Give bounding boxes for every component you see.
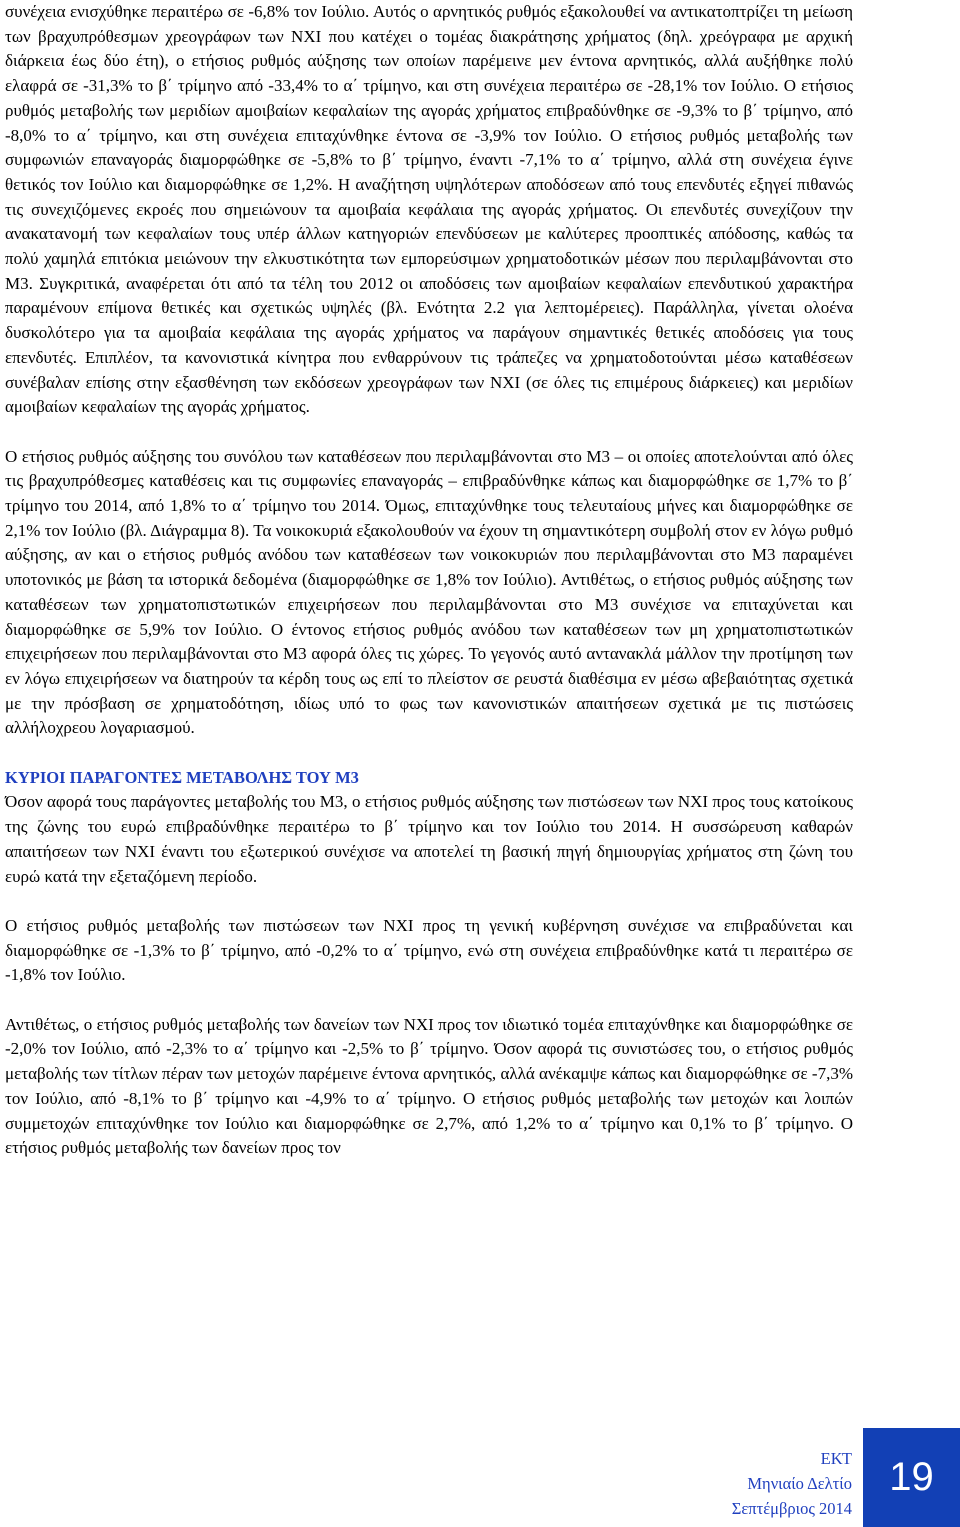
section-heading: ΚΥΡΙΟΙ ΠΑΡΑΓΟΝΤΕΣ ΜΕΤΑΒΟΛΗΣ ΤΟΥ Μ3	[5, 767, 359, 787]
body-paragraph: Ο ετήσιος ρυθμός μεταβολής των πιστώσεων των ΝΧΙ προς τη γενική κυβέρνηση συνέχισε να επιβραδύνεται και διαμορφώθηκε σε -1,3% το β΄ τρίμηνο, από -0,2% το α΄ τρίμηνο, ενώ στη συνέχεια επιβραδύνθηκε κατά τι περαιτέρω σε -1,8% τον Ιούλιο.	[5, 915, 853, 985]
body-paragraph: συνέχεια ενισχύθηκε περαιτέρω σε -6,8% τον Ιούλιο. Αυτός ο αρνητικός ρυθμός εξακολουθεί να αντικατοπτρίζει τη μείωση των βραχυπρόθεσμων χρεογράφων των ΝΧΙ που κατέχει ο τομέας διακράτησης χρήματος (δηλ. χρεόγραφα με αρχική διάρκεια έως δύο έτη), ο ετήσιος ρυθμός αύξησης των οποίων παρέμεινε μεν έντονα αρνητικός, αλλά αυξήθηκε πολύ ελαφρά σε -31,3% το β΄ τρίμηνο από -33,4% το α΄ τρίμηνο, και στη συνέχεια περαιτέρω σε -28,1% τον Ιούλιο. Ο ετήσιος ρυθμός μεταβολής των μεριδίων αμοιβαίων κεφαλαίων της αγοράς χρήματος επιβραδύνθηκε σε -9,3% το β΄ τρίμηνο, από -8,0% το α΄ τρίμηνο, και στη συνέχεια επιταχύνθηκε έντονα σε -3,9% τον Ιούλιο. Ο ετήσιος ρυθμός μεταβολής των συμφωνιών επαναγοράς διαμορφώθηκε σε -5,8% το β΄ τρίμηνο, έναντι -7,1% το α΄ τρίμηνο, αλλά στη συνέχεια έγινε θετικός τον Ιούλιο και διαμορφώθηκε σε 1,2%. Η αναζήτηση υψηλότερων αποδόσεων από τους επενδυτές εξηγεί πιθανώς τις συνεχιζόμενες εκροές που σημειώνουν τα αμοιβαία κεφάλαια της αγοράς χρήματος. Οι επενδυτές συνεχίζουν την ανακατανομή των κεφαλαίων τους υπέρ άλλων κατηγοριών επενδύσεων με καλύτερες προοπτικές απόδοσης, καθώς τα πολύ χαμηλά επιτόκια μειώνουν την ελκυστικότητα των εμπορεύσιμων χρηματοδοτικών μέσων που περιλαμβάνονται στο Μ3. Συγκριτικά, αναφέρεται ότι από τα τέλη του 2012 οι αποδόσεις των αμοιβαίων κεφαλαίων επενδυτικού χαρακτήρα παραμένουν επίμονα θετικές και σχετικώς υψηλές (βλ. Ενότητα 2.2 για λεπτομέρειες). Παράλληλα, γίνεται ολοένα δυσκολότερο για τα αμοιβαία κεφάλαια της αγοράς χρήματος να παράγουν σημαντικές θετικές αποδόσεις για τους επενδυτές. Επιπλέον, τα κανονιστικά κίνητρα που ενθαρρύνουν τις τράπεζες να χρηματοδοτούνται μέσω καταθέσεων συνέβαλαν επίσης στην εξασθένηση των εκδόσεων χρεογράφων των ΝΧΙ (σε όλες τις επιμέρους διάρκειες) και μεριδίων αμοιβαίων κεφαλαίων της αγοράς χρήματος.	[5, 2, 853, 417]
body-paragraph: Αντιθέτως, ο ετήσιος ρυθμός μεταβολής των δανείων των ΝΧΙ προς τον ιδιωτικό τομέα επιταχύνθηκε και διαμορφώθηκε σε -2,0% τον Ιούλιο, από -2,3% το α΄ τρίμηνο και -2,5% το β΄ τρίμηνο. Όσον αφορά τις συνιστώσες του, ο ετήσιος ρυθμός μεταβολής των τίτλων πέραν των μετοχών παρέμεινε έντονα αρνητικός, αλλά ανέκαμψε κάπως και διαμορφώθηκε σε -7,3% τον Ιούλιο, από -8,1% το β΄ τρίμηνο και -4,9% το α΄ τρίμηνο. Ο ετήσιος ρυθμός μεταβολής των μετοχών και λοιπών συμμετοχών επιταχύνθηκε τον Ιούλιο και διαμορφώθηκε σε 2,7%, από 1,2% το α΄ τρίμηνο και 0,1% το β΄ τρίμηνο. Ο ετήσιος ρυθμός μεταβολής των δανείων προς τον	[5, 1014, 853, 1158]
footer-date: Σεπτέμβριος 2014	[731, 1499, 852, 1518]
footer-publisher: ΕΚΤ	[820, 1449, 852, 1468]
page-number-badge	[863, 1428, 960, 1527]
body-text-column	[5, 0, 853, 1186]
body-paragraph: Όσον αφορά τους παράγοντες μεταβολής του Μ3, ο ετήσιος ρυθμός αύξησης των πιστώσεων των ΝΧΙ προς τους κατοίκους της ζώνης του ευρώ επιβραδύνθηκε περαιτέρω το β΄ τρίμηνο και τον Ιούλιο του 2014. Η συσσώρευση καθαρών απαιτήσεων των ΝΧΙ έναντι του εξωτερικού συνέχισε να αποτελεί τη βασική πηγή δημιουργίας χρήματος στη ζώνη του ευρώ κατά την εξεταζόμενη περίοδο.	[5, 792, 853, 886]
page-footer	[690, 1446, 852, 1521]
page-number: 19	[889, 1455, 934, 1499]
body-paragraph: Ο ετήσιος ρυθμός αύξησης του συνόλου των καταθέσεων που περιλαμβάνονται στο Μ3 – οι οποίες αποτελούνται από όλες τις βραχυπρόθεσμες καταθέσεις και τις συμφωνίες επαναγοράς – επιβραδύνθηκε κάπως και διαμορφώθηκε σε 1,7% το β΄ τρίμηνο του 2014, από 1,8% το α΄ τρίμηνο του 2014. Όμως, επιταχύνθηκε τους τελευταίους μήνες και διαμορφώθηκε σε 2,1% τον Ιούλιο (βλ. Διάγραμμα 8). Τα νοικοκυριά εξακολουθούν να έχουν τη σημαντικότερη συμβολή στον εν λόγω ρυθμό αύξησης, αν και ο ετήσιος ρυθμός ανόδου των καταθέσεων των νοικοκυριών που περιλαμβάνονται στο Μ3 παραμένει υποτονικός με βάση τα ιστορικά δεδομένα (διαμορφώθηκε σε 1,8% τον Ιούλιο). Αντιθέτως, ο ετήσιος ρυθμός αύξησης των καταθέσεων των χρηματοπιστωτικών επιχειρήσεων που περιλαμβάνονται στο Μ3 συνέχισε να επιταχύνεται και διαμορφώθηκε σε 5,9% τον Ιούλιο. Ο έντονος ετήσιος ρυθμός ανόδου των καταθέσεων των μη χρηματοπιστωτικών επιχειρήσεων που περιλαμβάνονται στο Μ3 αφορά όλες τις χώρες. Το γεγονός αυτό αντανακλά μάλλον την προτίμηση των εν λόγω επιχειρήσεων να διατηρούν τα κέρδη τους ως επί το πλείστον σε ρευστά διαθέσιμα εν μέσω αβεβαιότητας σχετικά με την πρόσβαση σε χρηματοδότηση, ιδίως υπό το φως των κανονιστικών απαιτήσεων σχετικά με τις πιστώσεις αλλήλοχρεου λογαριασμού.	[5, 446, 853, 738]
footer-publication: Μηνιαίο Δελτίο	[747, 1474, 852, 1493]
